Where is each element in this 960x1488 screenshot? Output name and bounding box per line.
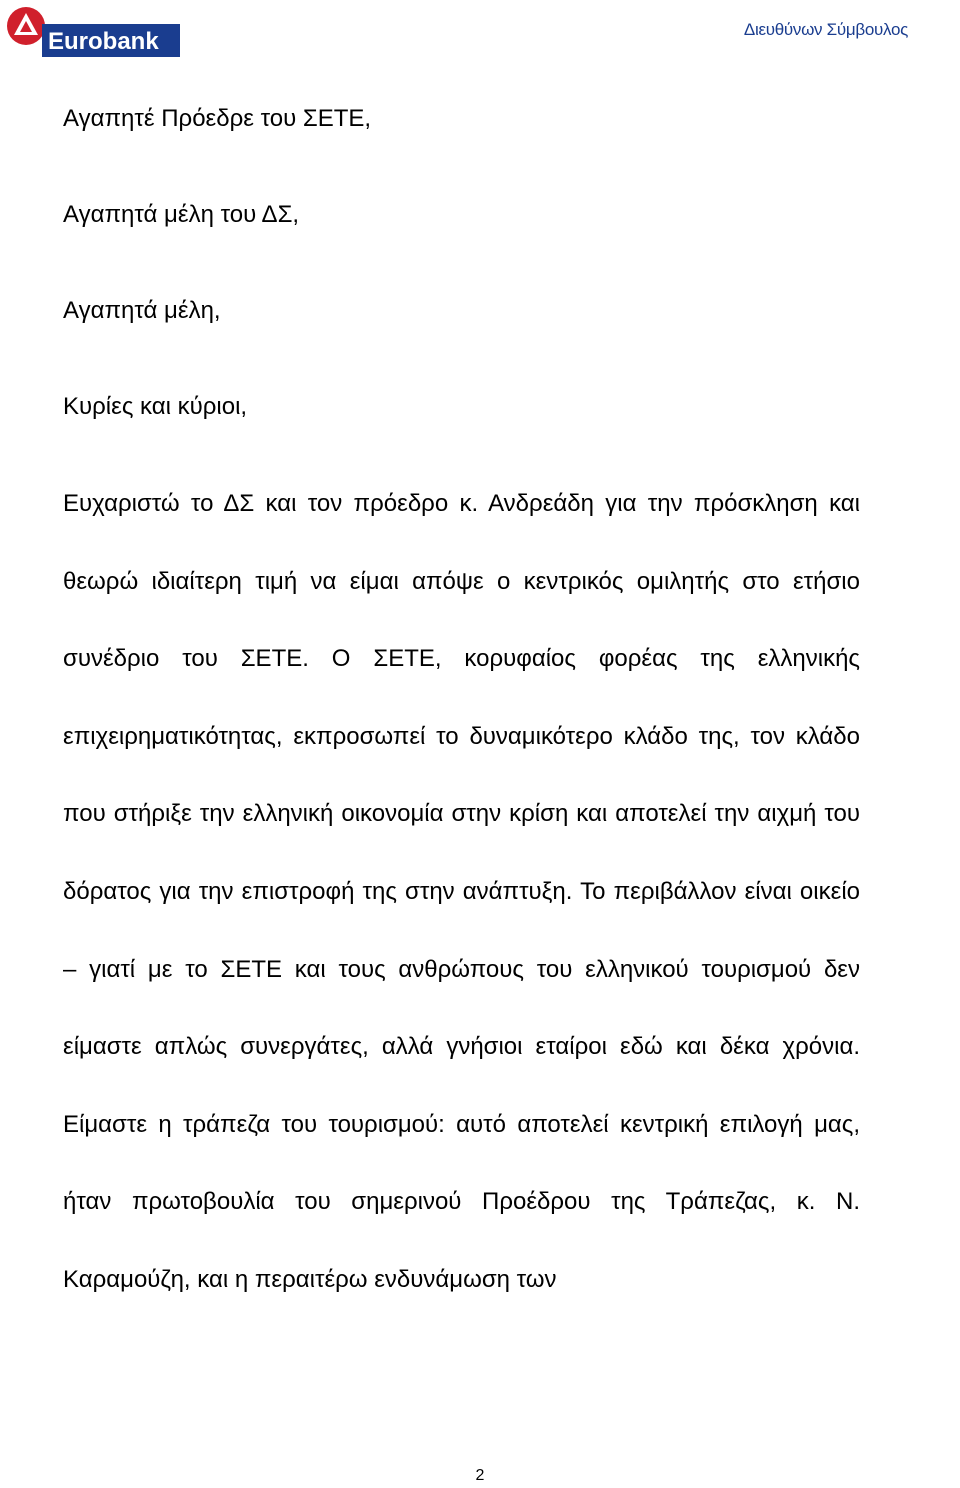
letter-body (63, 100, 860, 1319)
header-title: Διευθύνων Σύμβουλος (743, 20, 908, 39)
logo-wordmark: Eurobank (48, 28, 159, 55)
salutation-board-members: Αγαπητά μέλη του ΔΣ, (63, 201, 300, 228)
salutation-members: Αγαπητά μέλη, (63, 297, 221, 324)
salutation-president: Αγαπητέ Πρόεδρε του ΣΕΤΕ, (63, 105, 372, 132)
body-paragraph: Ευχαριστώ το ΔΣ και τον πρόεδρο κ. Ανδρεάδη για την πρόσκληση και θεωρώ ιδιαίτερη τιμή να είμαι απόψε ο κεντρικός ομιλητής στο ετήσιο συνέδριο του ΣΕΤΕ. Ο ΣΕΤΕ, κορυφαίος φορέας της ελληνικής επιχειρηματικότητας, εκπροσωπεί το δυναμικότερο κλάδο της, τον κλάδο που στήριξε την ελληνική οικονομία στην κρίση και αποτελεί την αιχμή του δόρατος για την επιστροφή της στην ανάπτυξη. Το περιβάλλον είναι οικείο – γιατί με το ΣΕΤΕ και τους ανθρώπους του ελληνικού τουρισμού δεν είμαστε απλώς συνεργάτες, αλλά γνήσιοι εταίροι εδώ και δέκα χρόνια. Είμαστε η τράπεζα του τουρισμού: αυτό αποτελεί κεντρική επιλογή μας, ήταν πρωτοβουλία του σημερινού Προέδρου της Τράπεζας, κ. Ν. Καραμούζη, και η περαιτέρω ενδυνάμωση των (63, 490, 860, 1293)
eurobank-logo (4, 4, 180, 58)
salutation-ladies-gentlemen: Κυρίες και κύριοι, (63, 393, 248, 420)
page-number: 2 (475, 1467, 485, 1484)
